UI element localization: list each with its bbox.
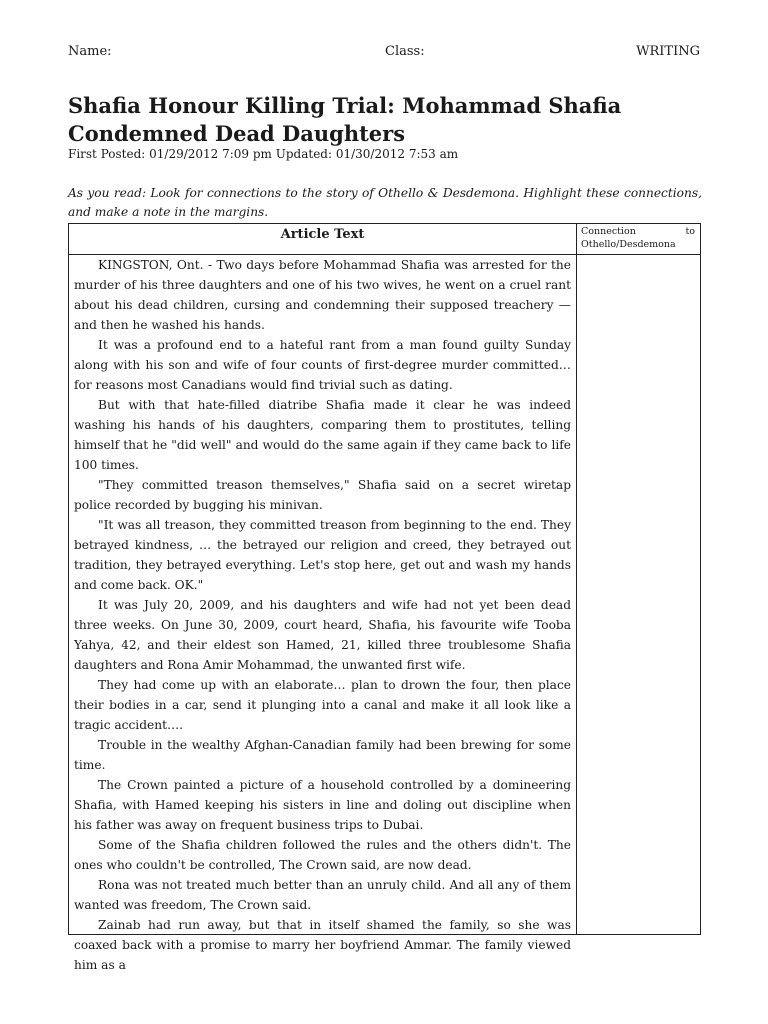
connection-header-line2: Othello/Desdemona <box>581 239 676 250</box>
article-text-header: Article Text <box>280 227 365 242</box>
article-table <box>68 223 701 972</box>
article-paragraph: It was July 20, 2009, and his daughters and wife had not yet been dead three weeks. On June 30, 2009, court heard, Shafia, his favourite wife Tooba Yahya, 42, and their eldest son Hamed, 21, killed three troublesome Shafia daughters and Rona Amir Mohammad, the unwanted first wife. <box>74 598 571 672</box>
article-paragraph: The Crown painted a picture of a household controlled by a domineering Shafia, with Hamed keeping his sisters in line and doling out discipline when his father was away on frequent business trips to Dubai. <box>74 778 571 832</box>
title-line-1: Shafia Honour Killing Trial: Mohammad Shafia <box>68 93 622 118</box>
article-title <box>68 92 708 148</box>
name-label: Name: <box>68 44 112 59</box>
class-label: Class: <box>385 44 425 59</box>
article-paragraph: They had come up with an elaborate… plan to drown the four, then place their bodies in a car, send it plunging into a canal and make it all look like a tragic accident…. <box>74 678 571 732</box>
article-paragraph: Rona was not treated much better than an unruly child. And all any of them wanted was freedom, The Crown said. <box>74 878 571 912</box>
article-paragraph: Some of the Shafia children followed the rules and the others didn't. The ones who couldn't be controlled, The Crown said, are now dead. <box>74 838 571 872</box>
article-paragraph: But with that hate-filled diatribe Shafia made it clear he was indeed washing his hands of his daughters, comparing them to prostitutes, telling himself that he "did well" and would do the same again if they came back to life 100 times. <box>74 398 571 472</box>
article-paragraph: "They committed treason themselves," Shafia said on a secret wiretap police recorded by bugging his minivan. <box>74 478 571 512</box>
title-line-2: Condemned Dead Daughters <box>68 121 406 146</box>
article-paragraph: It was a profound end to a hateful rant from a man found guilty Sunday along with his son and wife of four counts of first-degree murder committed… for reasons most Canadians would find trivial such as dating. <box>74 338 571 392</box>
article-paragraph: Zainab had run away, but that in itself shamed the family, so she was coaxed back with a promise to marry her boyfriend Ammar. The family viewed him as a <box>74 918 571 972</box>
reading-instructions: As you read: Look for connections to the story of Othello & Desdemona. Highlight these connections, and make a note in the margins. <box>68 186 702 219</box>
connection-header-word1: Connection <box>581 226 636 237</box>
posted-date: First Posted: 01/29/2012 7:09 pm Updated: 01/30/2012 7:53 am <box>68 147 459 161</box>
column-divider <box>576 224 577 934</box>
article-paragraph: "It was all treason, they committed treason from beginning to the end. They betrayed kindness, … the betrayed our religion and creed, they betrayed out tradition, they betrayed everything. Let's stop here, get out and wash my hands and come back. OK." <box>74 518 571 592</box>
connection-header-word2: to <box>685 226 695 237</box>
article-text-body <box>74 255 571 972</box>
article-paragraph: Trouble in the wealthy Afghan-Canadian family had been brewing for some time. <box>74 738 571 772</box>
subject-label: WRITING <box>636 44 700 59</box>
connection-header <box>581 225 695 251</box>
article-paragraph: KINGSTON, Ont. - Two days before Mohammad Shafia was arrested for the murder of his three daughters and one of his two wives, he went on a cruel rant about his dead children, cursing and condemning their supposed treachery — and then he washed his hands. <box>74 258 571 332</box>
worksheet-header <box>68 44 700 62</box>
